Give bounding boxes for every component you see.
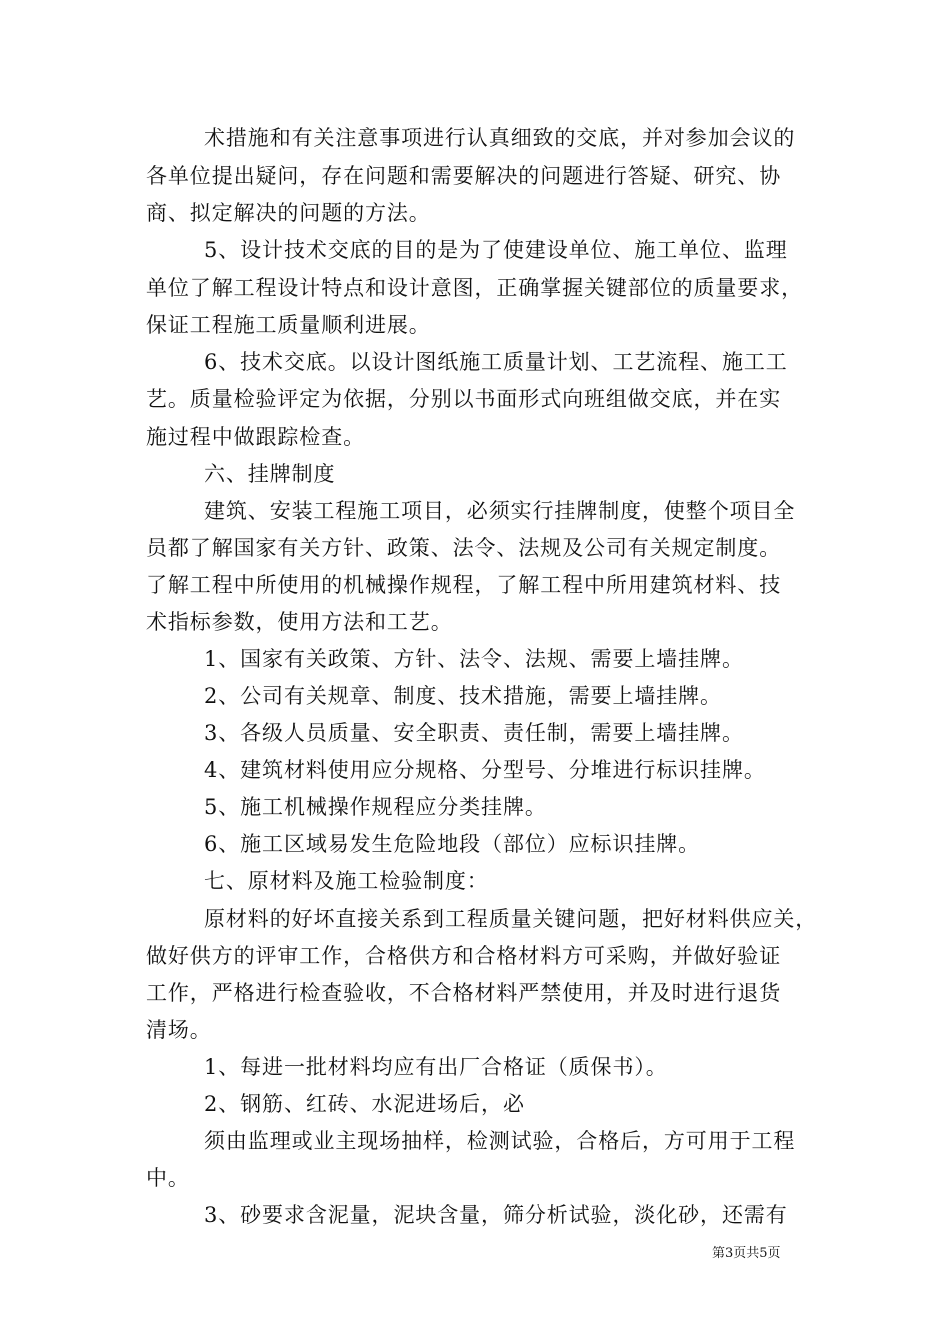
text-line: 清场。	[146, 1018, 212, 1042]
list-item: 1、国家有关政策、方针、法令、法规、需要上墙挂牌。	[204, 647, 744, 671]
list-item: 3、各级人员质量、安全职责、责任制，需要上墙挂牌。	[204, 721, 744, 745]
list-item: 4、建筑材料使用应分规格、分型号、分堆进行标识挂牌。	[204, 758, 766, 782]
section-heading: 六、挂牌制度	[204, 462, 336, 486]
text-line: 6、技术交底。以设计图纸施工质量计划、工艺流程、施工工	[204, 350, 788, 374]
list-item: 1、每进一批材料均应有出厂合格证（质保书）。	[204, 1055, 668, 1079]
list-item: 3、砂要求含泥量，泥块含量，筛分析试验，淡化砂，还需有	[204, 1203, 788, 1227]
text-line: 艺。质量检验评定为依据，分别以书面形式向班组做交底，并在实	[146, 387, 782, 411]
text-line: 商、拟定解决的问题的方法。	[146, 201, 431, 225]
text-line: 保证工程施工质量顺利进展。	[146, 313, 431, 337]
list-item: 6、施工区域易发生危险地段（部位）应标识挂牌。	[204, 832, 701, 856]
text-line: 术指标参数，使用方法和工艺。	[146, 610, 453, 634]
text-line: 原材料的好坏直接关系到工程质量关键问题，把好材料供应关，	[204, 907, 818, 931]
page-number-footer: 第3页共5页	[712, 1246, 781, 1261]
text-line: 建筑、安装工程施工项目，必须实行挂牌制度，使整个项目全	[204, 499, 796, 523]
text-line: 单位了解工程设计特点和设计意图，正确掌握关键部位的质量要求，	[146, 276, 803, 300]
text-line: 员都了解国家有关方针、政策、法令、法规及公司有关规定制度。	[146, 536, 782, 560]
text-line: 须由监理或业主现场抽样，检测试验，合格后，方可用于工程	[204, 1129, 796, 1153]
text-line: 各单位提出疑问，存在问题和需要解决的问题进行答疑、研究、协	[146, 164, 782, 188]
list-item: 2、公司有关规章、制度、技术措施，需要上墙挂牌。	[204, 684, 722, 708]
text-line: 术措施和有关注意事项进行认真细致的交底，并对参加会议的	[204, 126, 796, 150]
text-line: 5、设计技术交底的目的是为了使建设单位、施工单位、监理	[204, 238, 788, 262]
text-line: 施过程中做跟踪检查。	[146, 425, 365, 449]
text-line: 做好供方的评审工作，合格供方和合格材料方可采购，并做好验证	[146, 944, 782, 968]
text-line: 中。	[146, 1166, 190, 1190]
text-line: 了解工程中所使用的机械操作规程，了解工程中所用建筑材料、技	[146, 573, 782, 597]
text-line: 工作，严格进行检查验收，不合格材料严禁使用，并及时进行退货	[146, 981, 782, 1005]
list-item: 5、施工机械操作规程应分类挂牌。	[204, 795, 547, 819]
list-item: 2、钢筋、红砖、水泥进场后，必	[204, 1092, 525, 1116]
section-heading: 七、原材料及施工检验制度：	[204, 869, 489, 893]
